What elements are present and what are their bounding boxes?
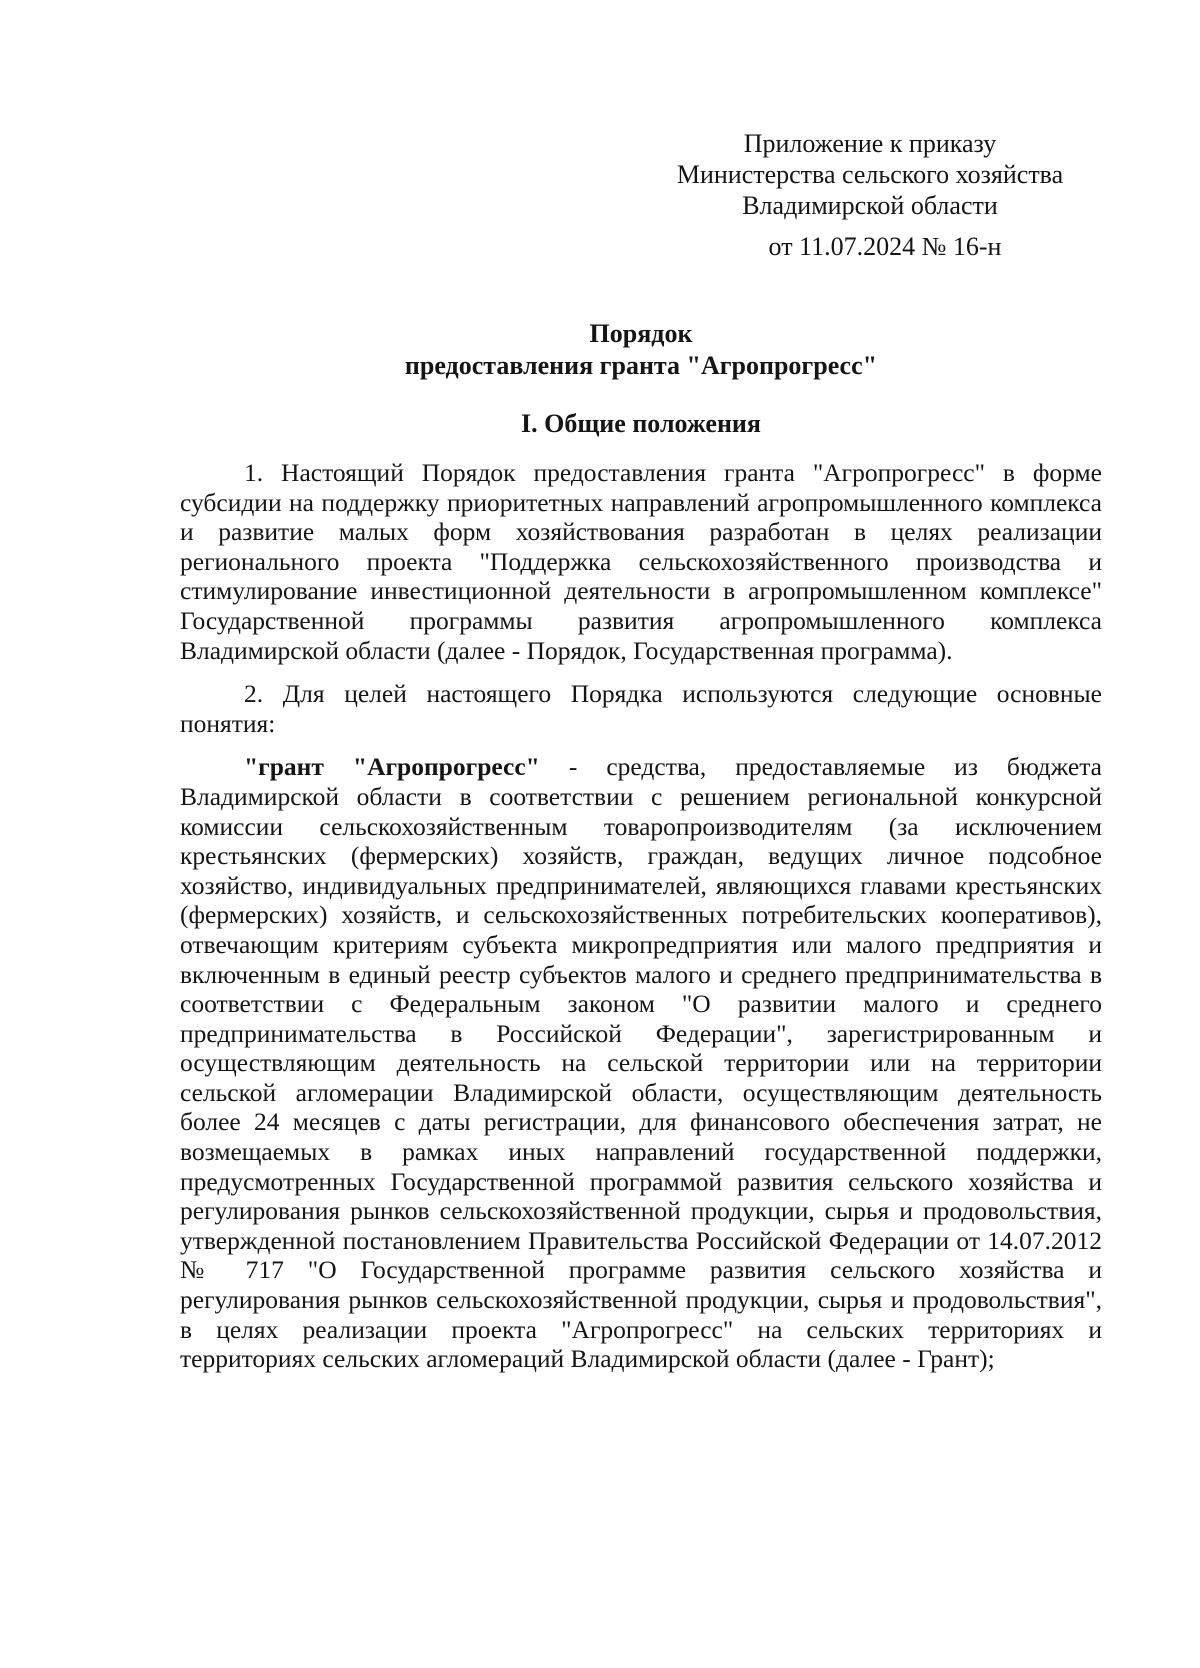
term-definition: - средства, предоставляемые из бюджета Владимирской области в соответствии с решением региональной конкурсной комиссии сельскохозяйственным товаропроизводителям (за исключением крестьянских (фермерских) хозяйств, граждан, ведущих личное подсобное хозяйство, индивидуальных предпринимателей, являющихся главами крестьянских (фермерских) хозяйств, и сельскохозяйственных потребительских кооперативов), отвечающим критериям субъекта микропредприятия или малого предприятия и включенным в единый реестр субъектов малого и среднего предпринимательства в соответствии с Федеральным законом "О развитии малого и среднего предпринимательства в Российской Федерации", зарегистрированным и осуществляющим деятельность на сельской территории или на территории сельской агломерации Владимирской области, осуществляющим деятельность более 24 месяцев с даты регистрации, для финансового обеспечения затрат, не возмещаемых в рамках иных направлений государственной поддержки, предусмотренных Государственной программой развития сельского хозяйства и регулирования рынков сельскохозяйственной продукции, сырья и продовольствия, утвержденной постановлением Правительства Российской Федерации от 14.07.2012 № 717 "О Государственной программе развития сельского хозяйства и регулирования рынков сельскохозяйственной продукции, сырья и продовольствия", в целях реализации проекта "Агропрогресс" на сельских территориях и территориях сельских агломераций Владимирской области (далее - Грант); — [180, 752, 1102, 1374]
appendix-header — [640, 128, 1100, 262]
title-line-1: Порядок — [589, 319, 693, 348]
appendix-line-2: Министерства сельского хозяйства — [676, 160, 1064, 189]
title-line-2: предоставления гранта "Агропрогресс" — [404, 351, 878, 380]
appendix-line-3: Владимирской области — [742, 191, 998, 220]
defined-term: "грант "Агропрогресс" — [244, 752, 540, 782]
section-heading: I. Общие положения — [521, 409, 761, 438]
document-title — [180, 318, 1102, 382]
paragraph-1: 1. Настоящий Порядок предоставления гранта "Агропрогресс" в форме субсидии на поддержку приоритетных направлений агропромышленного комплекса и развитие малых форм хозяйствования разработан в целях реализации регионального проекта "Поддержка сельскохозяйственного производства и стимулирование инвестиционной деятельности в агропромышленном комплексе" Государственной программы развития агропромышленного комплекса Владимирской области (далее - Порядок, Государственная программа). — [180, 458, 1102, 665]
paragraph-3 — [180, 752, 1102, 1373]
appendix-date-line: от 11.07.2024 № 16-н — [768, 232, 1002, 261]
paragraph-2: 2. Для целей настоящего Порядка используются следующие основные понятия: — [180, 679, 1102, 738]
document-body — [180, 458, 1102, 1388]
appendix-line-1: Приложение к приказу — [743, 129, 997, 158]
